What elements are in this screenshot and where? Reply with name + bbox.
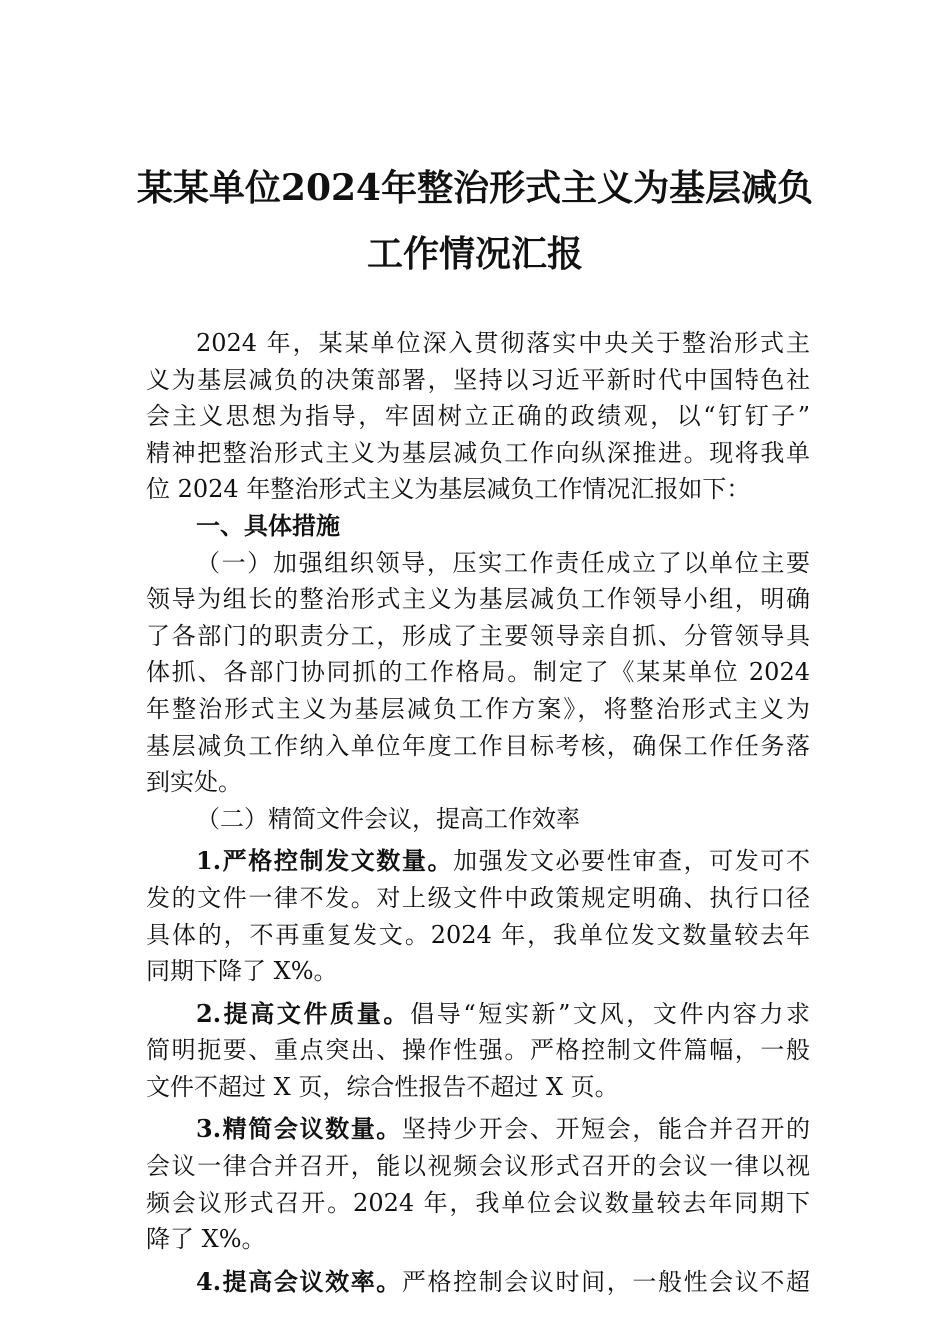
item-3-text: 坚持少开会、开短会，能合并召开的: [401, 1115, 810, 1144]
subsection-1-line: 领导为组长的整治形式主义为基层减负工作领导小组，明确: [146, 585, 810, 614]
item-2-text: 倡导“短实新”文风，文件内容力求: [410, 999, 810, 1028]
item-1-line: 具体的，不再重复发文。2024 年，我单位发文数量较去年: [146, 920, 810, 949]
subsection-1-line: 基层减负工作纳入单位年度工作目标考核，确保工作任务落: [146, 731, 810, 760]
intro-line: 2024 年，某某单位深入贯彻落实中央关于整治形式主: [196, 329, 810, 357]
subsection-1-line: 到实处。: [146, 768, 242, 797]
item-1-first-line: [146, 843, 810, 880]
item-4-text: 严格控制会议时间，一般性会议不超: [401, 1267, 810, 1296]
item-1-text: 加强发文必要性审查，可发可不: [453, 847, 811, 876]
item-2-line: 文件不超过 X 页，综合性报告不超过 X 页。: [146, 1072, 619, 1101]
subsection-1-line: 体抓、各部门协同抓的工作格局。制定了《某某单位 2024: [146, 658, 810, 687]
intro-line: 位 2024 年整治形式主义为基层减负工作情况汇报如下：: [146, 475, 751, 504]
item-1-lead: 1.严格控制发文数量。: [196, 846, 454, 876]
intro-line: 义为基层减负的决策部署，坚持以习近平新时代中国特色社: [146, 365, 810, 394]
intro-line: 精神把整治形式主义为基层减负工作向纵深推进。现将我单: [146, 438, 810, 467]
item-3-lead: 3.精简会议数量。: [196, 1114, 402, 1144]
subsection-1-line: 年整治形式主义为基层减负工作方案》，将整治形式主义为: [146, 694, 810, 723]
item-3-first-line: [146, 1111, 810, 1148]
item-3-line: 频会议形式召开。2024 年，我单位会议数量较去年同期下: [146, 1188, 810, 1217]
section-heading: 一、具体措施: [196, 510, 340, 540]
item-2-lead: 2.提高文件质量。: [196, 998, 411, 1028]
item-3-line: 降了 X%。: [146, 1225, 266, 1254]
subsection-2-heading: （二）精简文件会议，提高工作效率: [196, 804, 580, 833]
document-title-line-2: 工作情况汇报: [366, 233, 583, 275]
item-4-first-line: [146, 1264, 810, 1301]
intro-line: 会主义思想为指导，牢固树立正确的政绩观，以“钉钉子”: [146, 402, 810, 431]
item-3-line: 会议一律合并召开，能以视频会议形式召开的会议一律以视: [146, 1152, 810, 1181]
document-body: [146, 325, 810, 1300]
document-title-line-1: 某某单位2024年整治形式主义为基层减负: [136, 167, 814, 209]
item-2-first-line: [146, 996, 810, 1033]
subsection-1-line: （一）加强组织领导，压实工作责任成立了以单位主要: [196, 548, 810, 577]
item-1-line: 同期下降了 X%。: [146, 957, 338, 986]
item-2-line: 简明扼要、重点突出、操作性强。严格控制文件篇幅，一般: [146, 1036, 810, 1065]
item-4-lead: 4.提高会议效率。: [196, 1266, 402, 1296]
item-1-line: 发的文件一律不发。对上级文件中政策规定明确、执行口径: [146, 883, 810, 912]
subsection-1-line: 了各部门的职责分工，形成了主要领导亲自抓、分管领导具: [146, 621, 810, 650]
